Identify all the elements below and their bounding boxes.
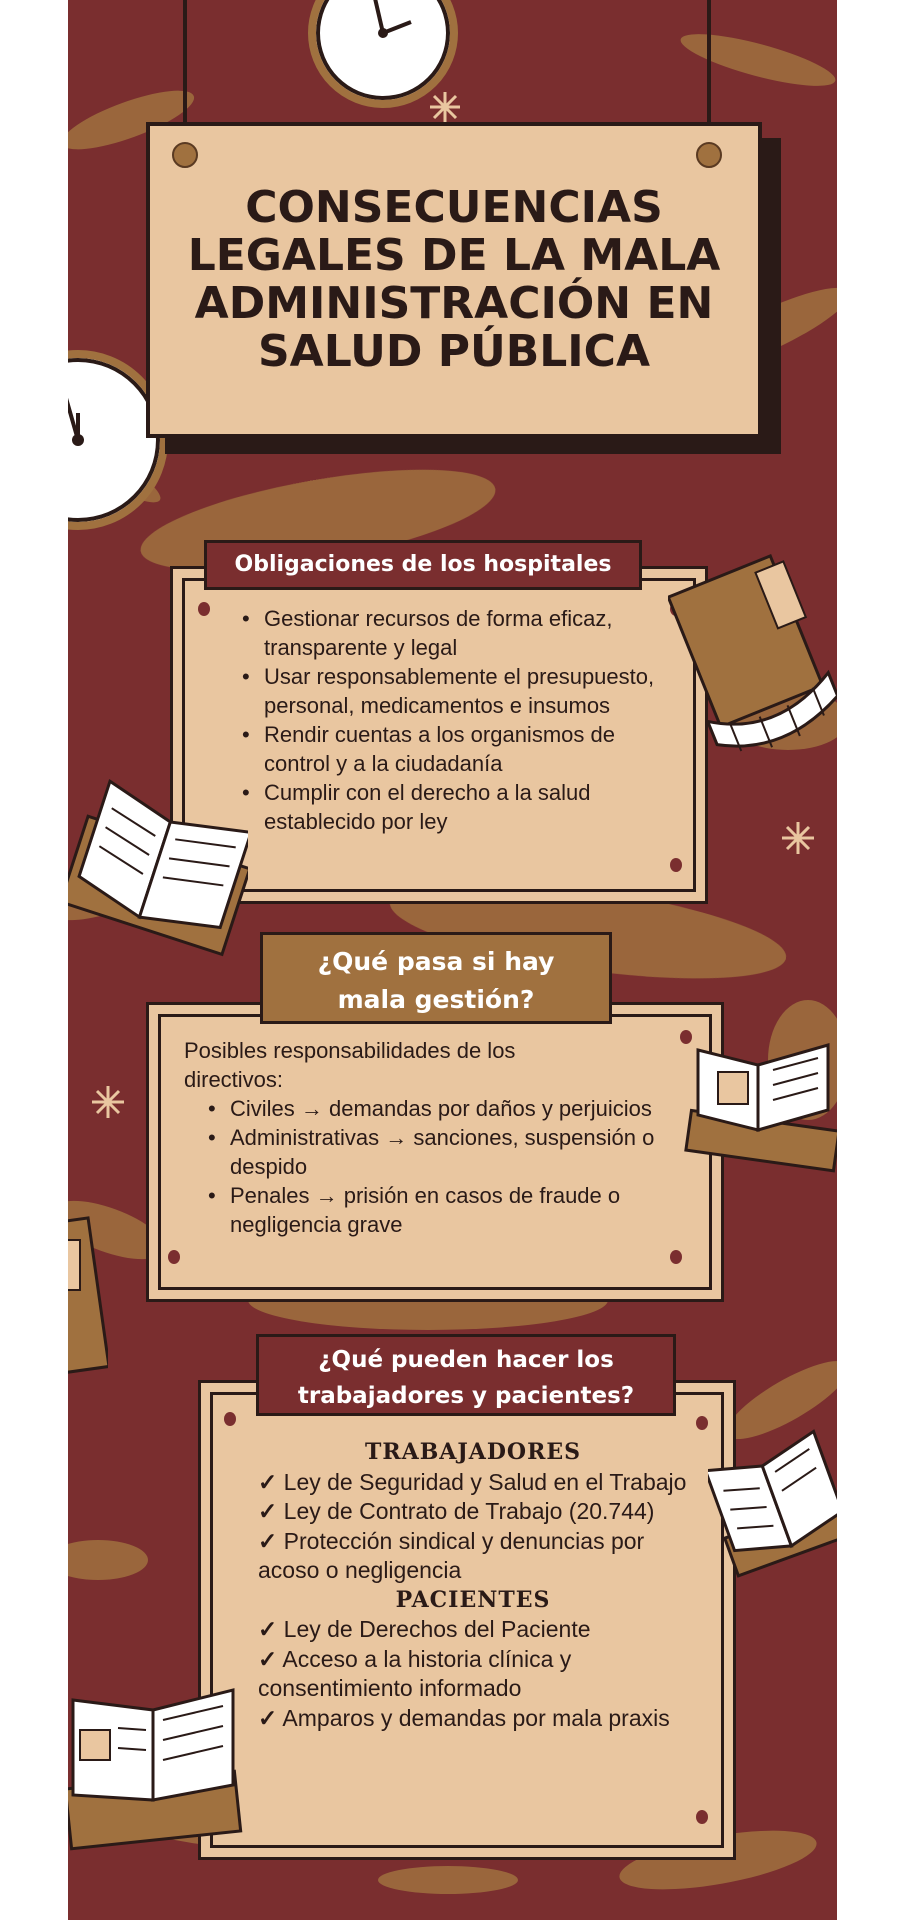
book-icon xyxy=(68,1210,108,1390)
list-item: ✓ Ley de Contrato de Trabajo (20.744) xyxy=(258,1498,655,1524)
sparkle-icon xyxy=(92,1086,124,1118)
obligations-header-text: Obligaciones de los hospitales xyxy=(234,552,612,577)
nail-icon xyxy=(696,142,722,168)
actions-header-text: ¿Qué pueden hacer los trabajadores y pacientes? xyxy=(297,1347,635,1409)
sparkle-icon xyxy=(782,822,814,854)
book-icon xyxy=(668,550,837,770)
list-item: ✓ Ley de Seguridad y Salud en el Trabajo xyxy=(258,1468,687,1495)
infographic-poster xyxy=(68,0,837,1920)
title-sign xyxy=(146,122,762,438)
actions-content xyxy=(258,1438,688,1733)
list-item: • Administrativas → sanciones, suspensión o despido xyxy=(208,1123,684,1181)
mismanagement-content xyxy=(184,1036,684,1239)
list-item: ✓ Acceso a la historia clínica y consentimiento informado xyxy=(258,1645,572,1701)
book-icon xyxy=(68,760,248,960)
obligations-header xyxy=(204,540,642,590)
book-icon xyxy=(678,1010,837,1190)
list-item: ✓ Amparos y demandas por mala praxis xyxy=(258,1704,670,1731)
patients-title: PACIENTES xyxy=(395,1586,551,1613)
mismanagement-header xyxy=(260,932,612,1024)
page-title: CONSECUENCIAS LEGALES DE LA MALA ADMINISTRACIÓN EN SALUD PÚBLICA xyxy=(187,182,721,377)
check-icon: ✓ xyxy=(258,1468,278,1495)
sparkle-icon xyxy=(430,92,460,122)
nail-icon xyxy=(172,142,198,168)
check-icon: ✓ xyxy=(258,1704,278,1731)
book-icon xyxy=(708,1410,837,1610)
workers-title: TRABAJADORES xyxy=(364,1439,582,1465)
check-icon: ✓ xyxy=(258,1645,278,1672)
list-item: ✓ Ley de Derechos del Paciente xyxy=(258,1616,591,1642)
list-item: • Civiles → demandas por daños y perjuicios xyxy=(208,1094,684,1123)
list-item: • Usar responsablemente el presupuesto, personal, medicamentos e insumos xyxy=(242,662,662,720)
list-item: • Penales → prisión en casos de fraude o negligencia grave xyxy=(208,1181,684,1239)
check-icon: ✓ xyxy=(258,1498,278,1524)
actions-header xyxy=(256,1334,676,1416)
list-item: • Rendir cuentas a los organismos de control y a la ciudadanía xyxy=(242,720,662,778)
book-icon xyxy=(68,1650,248,1860)
list-item: • Cumplir con el derecho a la salud establecido por ley xyxy=(242,778,662,836)
check-icon: ✓ xyxy=(258,1527,278,1554)
list-item: ✓ Protección sindical y denuncias por acoso o negligencia xyxy=(258,1527,645,1583)
list-item: • Gestionar recursos de forma eficaz, transparente y legal xyxy=(242,604,662,662)
check-icon: ✓ xyxy=(258,1616,278,1642)
obligations-list xyxy=(242,604,662,836)
mismanagement-header-text: ¿Qué pasa si hay mala gestión? xyxy=(317,947,555,1014)
mismanagement-intro: Posibles responsabilidades de los directivos: xyxy=(184,1038,516,1092)
